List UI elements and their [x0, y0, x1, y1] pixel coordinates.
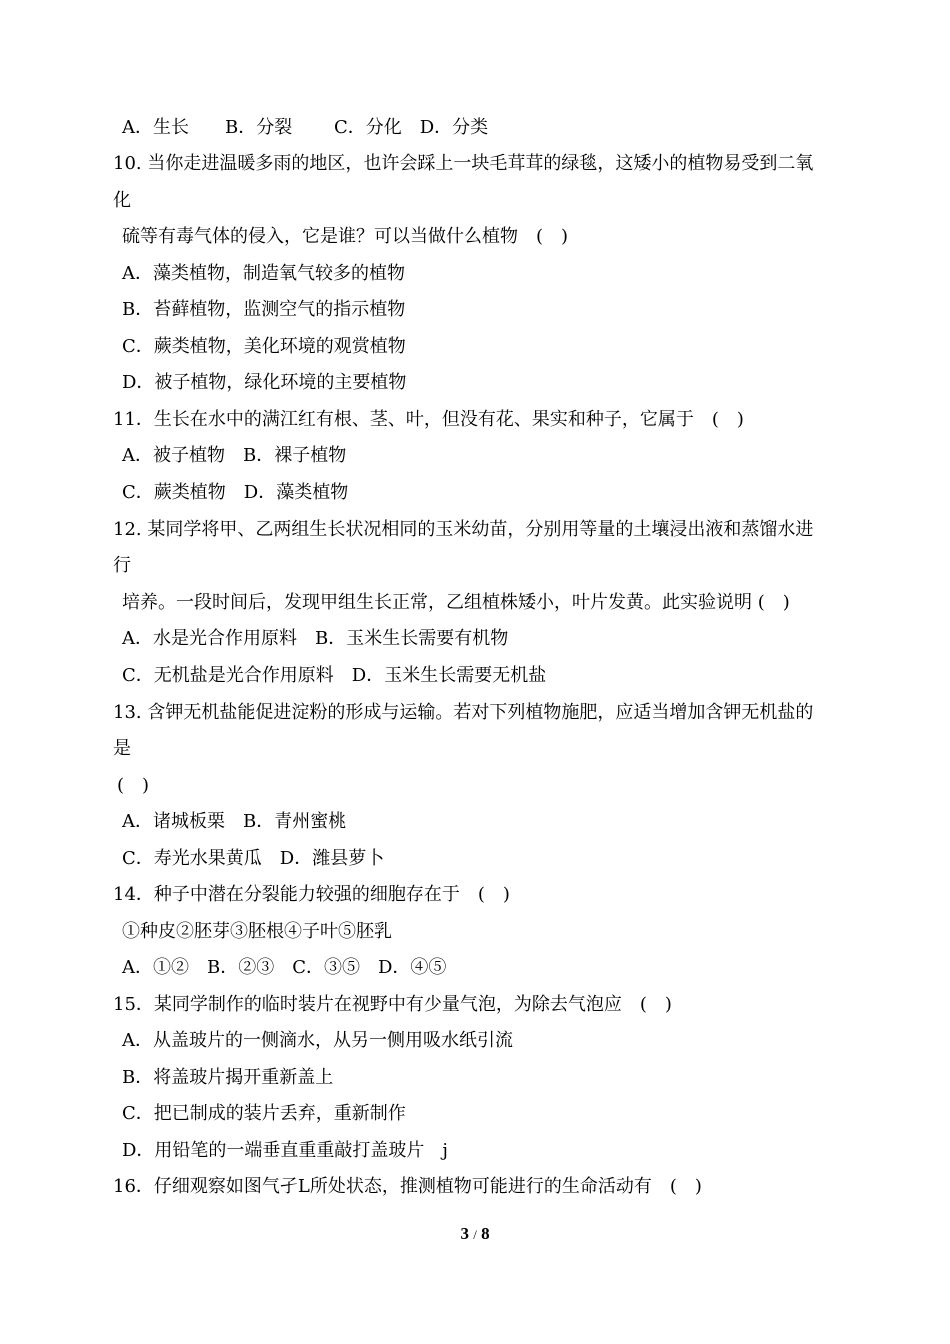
q16-stem: 16．仔细观察如图气孑L所处状态，推测植物可能进行的生命活动有 ( ) — [113, 1176, 702, 1197]
q10-stem-line1: 10. 当你走进温暖多雨的地区，也许会踩上一块毛茸茸的绿毯，这矮小的植物易受到二氧 — [113, 153, 814, 174]
q10-stem-line3: 硫等有毒气体的侵入，它是谁？可以当做什么植物 ( ) — [122, 226, 569, 247]
q15-option-d: D．用铅笔的一端垂直重重敲打盖玻片 j — [122, 1140, 449, 1161]
q13-stem-line1: 13. 含钾无机盐能促进淀粉的形成与运输。若对下列植物施肥，应适当增加含钾无机盐的 — [113, 702, 814, 723]
q14-stem: 14．种子中潜在分裂能力较强的细胞存在于 ( ) — [113, 884, 510, 905]
q13-options-row2: C．寿光水果黄瓜 D．潍县萝卜 — [122, 848, 385, 869]
q12-stem-line1: 12. 某同学将甲、乙两组生长状况相同的玉米幼苗，分别用等量的土壤浸出液和蒸馏水进 — [113, 519, 814, 540]
q15-option-a: A．从盖玻片的一侧滴水，从另一侧用吸水纸引流 — [122, 1030, 513, 1051]
q10-option-d: D．被子植物，绿化环境的主要植物 — [122, 372, 407, 393]
q12-options-row2: C．无机盐是光合作用原料 D．玉米生长需要无机盐 — [122, 665, 547, 686]
q11-stem: 11．生长在水中的满江红有根、茎、叶，但没有花、果实和种子，它属于 ( ) — [113, 409, 744, 430]
q11-options-row1: A．被子植物 B．裸子植物 — [122, 445, 347, 466]
page-current: 3 — [460, 1224, 469, 1243]
q10-stem-line2: 化 — [113, 190, 131, 211]
q12-stem-line2: 行 — [113, 555, 131, 576]
q15-option-c: C．把已制成的装片丢弃，重新制作 — [122, 1103, 406, 1124]
page-separator: / — [473, 1227, 477, 1242]
page-total: 8 — [481, 1224, 490, 1243]
q13-stem-line3: ( ) — [117, 775, 150, 796]
q13-options-row1: A．诸城板栗 B．青州蜜桃 — [122, 811, 347, 832]
q15-option-b: B．将盖玻片揭开重新盖上 — [122, 1067, 334, 1088]
q10-option-c: C．蕨类植物，美化环境的观赏植物 — [122, 336, 406, 357]
q15-stem: 15．某同学制作的临时装片在视野中有少量气泡，为除去气泡应 ( ) — [113, 994, 672, 1015]
q14-options: A．①② B．②③ C．③⑤ D．④⑤ — [122, 957, 447, 978]
q12-stem-line3: 培养。一段时间后，发现甲组生长正常，乙组植株矮小，叶片发黄。此实验说明 ( ) — [122, 592, 790, 613]
page-number-footer — [0, 1222, 950, 1247]
q13-stem-line2: 是 — [113, 738, 131, 759]
q14-items: ①种皮②胚芽③胚根④子叶⑤胚乳 — [122, 921, 392, 942]
q12-options-row1: A．水是光合作用原料 B．玉米生长需要有机物 — [122, 628, 509, 649]
q9-options: A．生长 B．分裂 C．分化 D．分类 — [122, 117, 489, 138]
q10-option-b: B．苔藓植物，监测空气的指示植物 — [122, 299, 406, 320]
q10-option-a: A．藻类植物，制造氧气较多的植物 — [122, 263, 405, 284]
q11-options-row2: C．蕨类植物 D．藻类植物 — [122, 482, 349, 503]
